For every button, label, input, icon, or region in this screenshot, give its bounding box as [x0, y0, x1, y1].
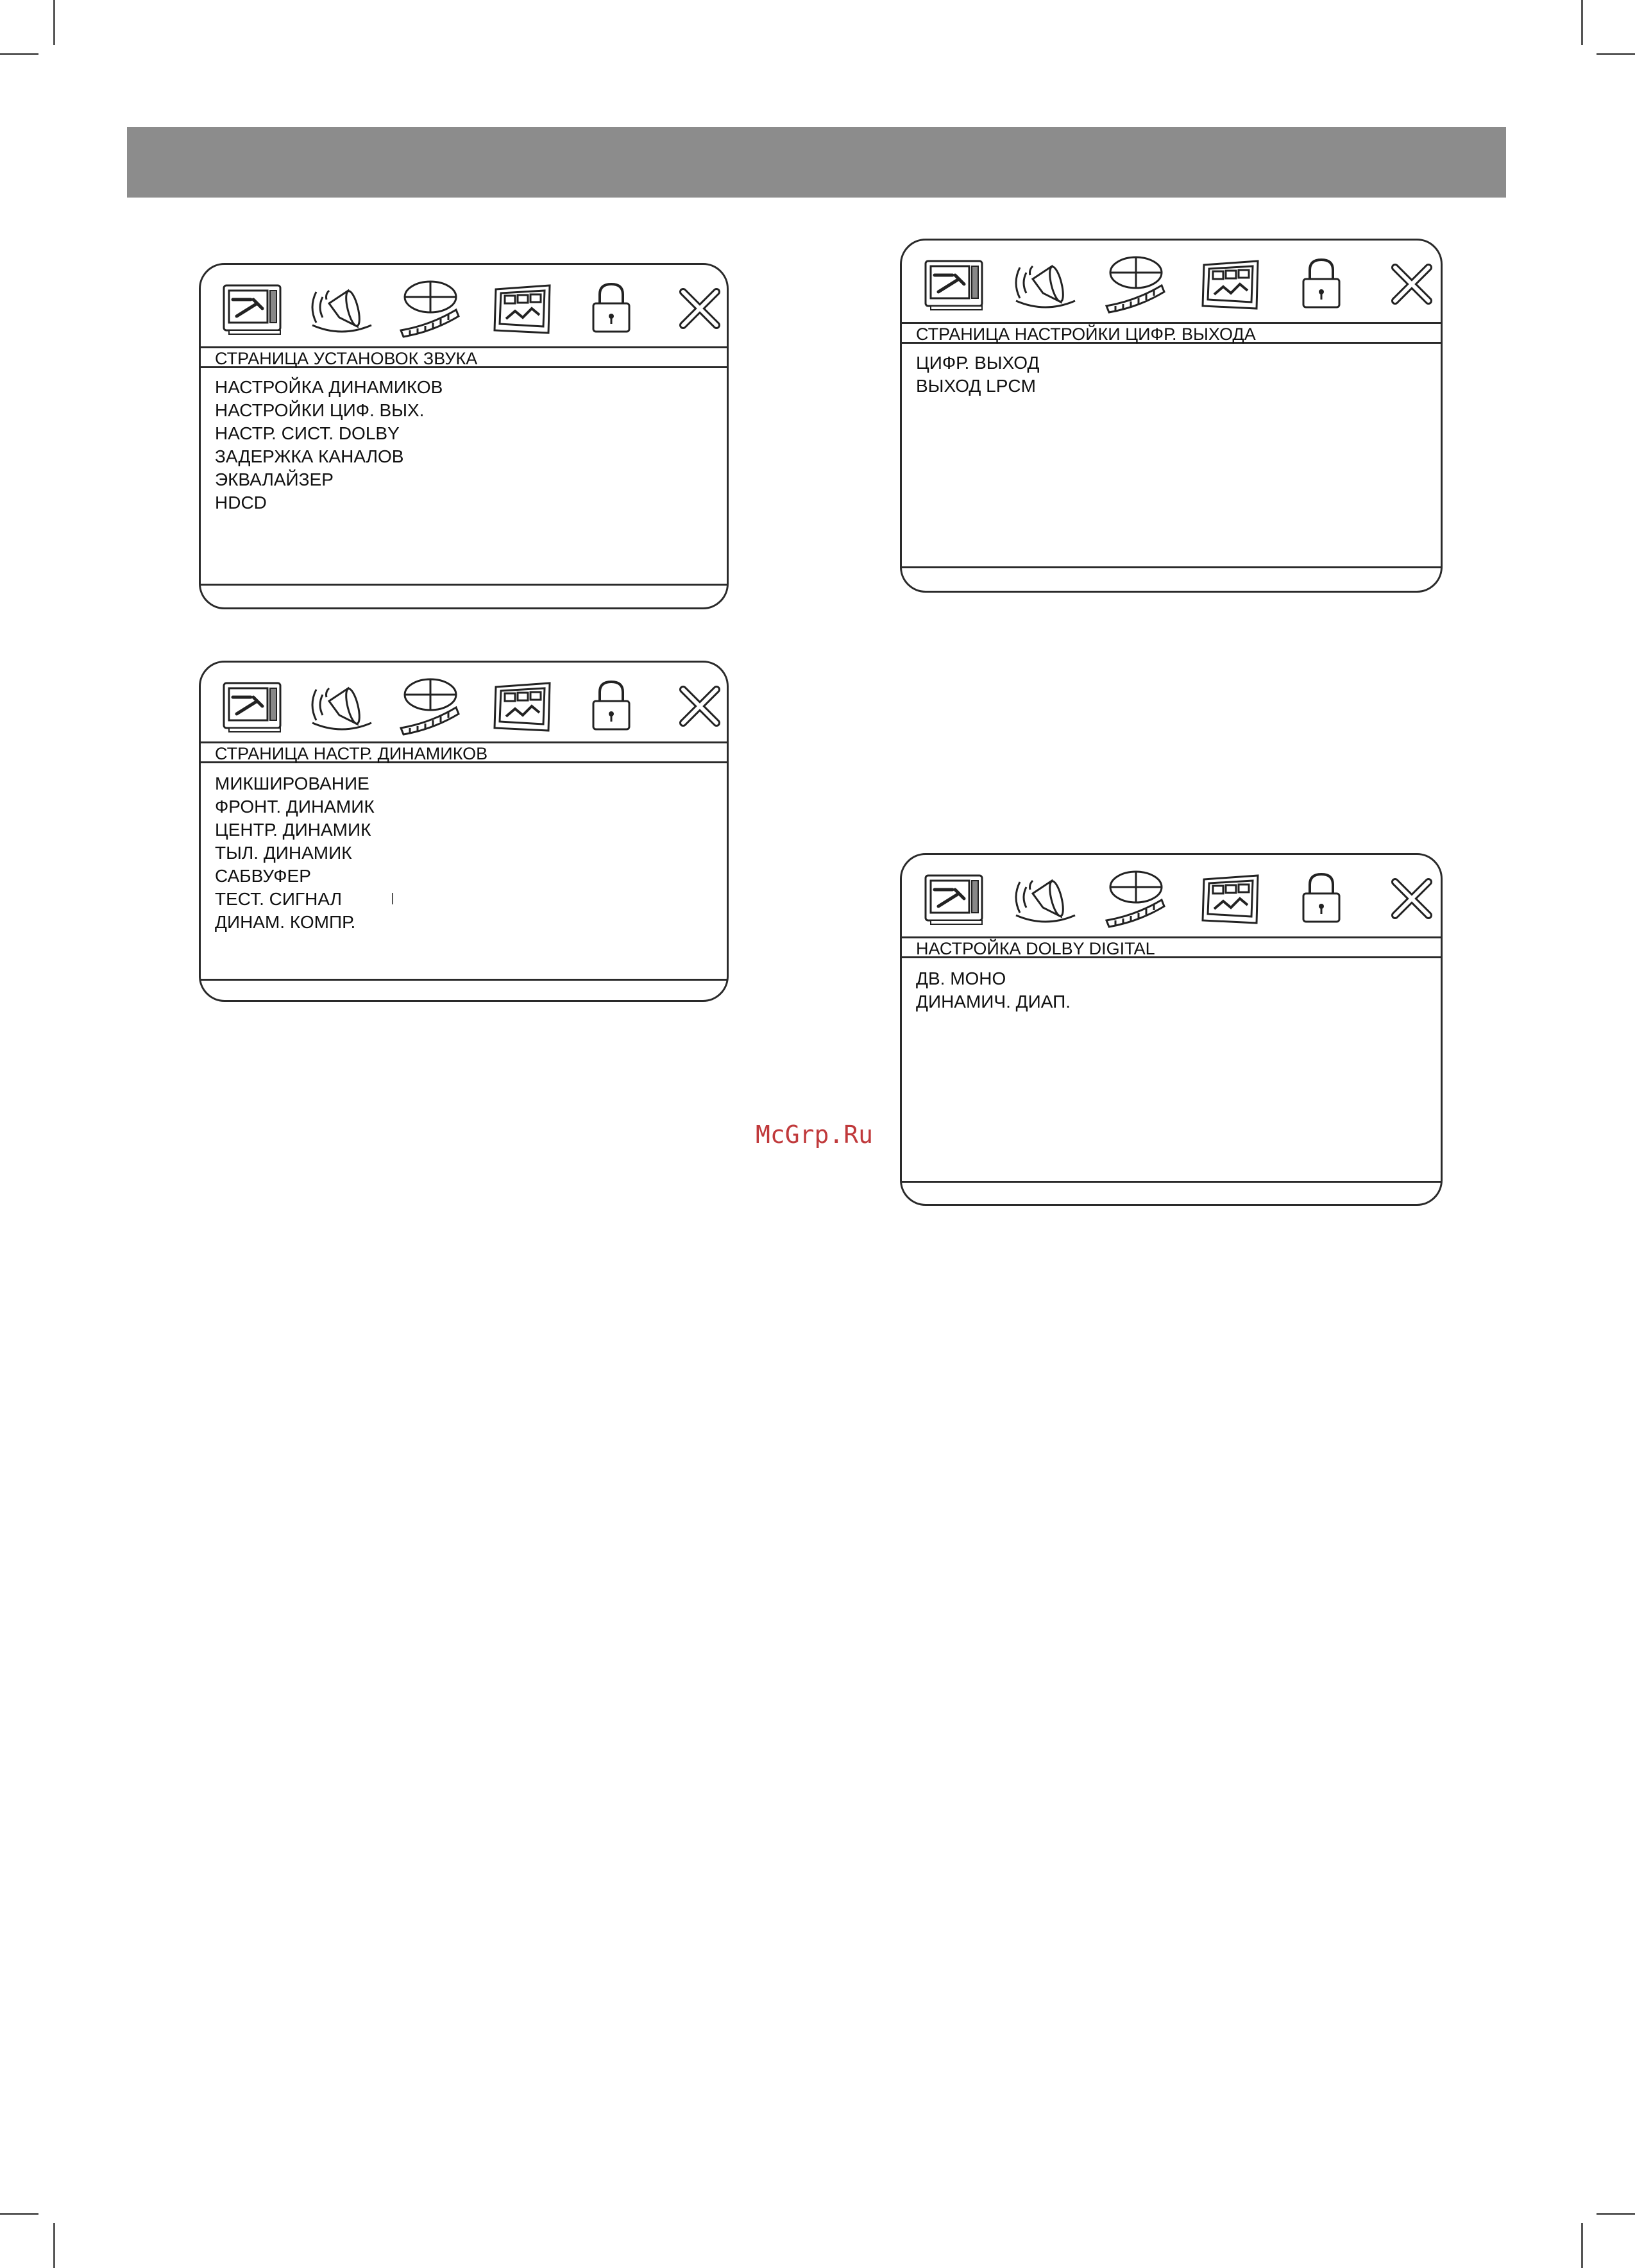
- lock-icon[interactable]: [573, 271, 650, 342]
- menu-item-channel-delay[interactable]: ЗАДЕРЖКА КАНАЛОВ: [215, 446, 404, 466]
- panel-title: СТРАНИЦА НАСТРОЙКИ ЦИФР. ВЫХОДА: [916, 325, 1256, 344]
- speaker-audio-icon[interactable]: [303, 669, 380, 740]
- menu-item-dynamic-compression[interactable]: ДИНАМ. КОМПР.: [215, 912, 356, 932]
- menu-list: [916, 967, 1071, 1013]
- menu-list: [916, 351, 1039, 398]
- menu-item-dual-mono[interactable]: ДВ. МОНО: [916, 969, 1006, 988]
- close-icon[interactable]: [661, 669, 738, 740]
- menu-item-test-tone[interactable]: ТЕСТ. СИГНАЛ: [215, 889, 343, 909]
- crop-mark: [1581, 2223, 1583, 2268]
- crop-mark: [53, 2223, 55, 2268]
- value-cursor: [392, 893, 393, 904]
- panel-title-row: [201, 741, 727, 763]
- tv-setup-icon[interactable]: [917, 861, 994, 932]
- disc-video-icon[interactable]: [392, 271, 469, 342]
- menu-item-equalizer[interactable]: ЭКВАЛАЙЗЕР: [215, 470, 334, 489]
- menu-item-dynamic-range[interactable]: ДИНАМИЧ. ДИАП.: [916, 992, 1071, 1011]
- menu-item-subwoofer[interactable]: САБВУФЕР: [215, 866, 311, 886]
- menu-item-lpcm-output[interactable]: ВЫХОД LPCM: [916, 376, 1036, 396]
- tv-setup-icon[interactable]: [215, 669, 292, 740]
- preference-screen-icon[interactable]: [483, 669, 560, 740]
- panel-title-row: [201, 346, 727, 368]
- menu-list: [215, 772, 375, 934]
- crop-mark: [1581, 0, 1583, 45]
- close-icon[interactable]: [1373, 861, 1450, 932]
- tv-setup-icon[interactable]: [215, 271, 292, 342]
- panel-footer-line: [902, 1181, 1441, 1183]
- osd-toolbar: [201, 265, 727, 342]
- crop-mark: [1597, 2213, 1635, 2215]
- panel-footer-line: [902, 566, 1441, 568]
- lock-icon[interactable]: [1283, 247, 1360, 317]
- close-icon[interactable]: [661, 271, 738, 342]
- crop-mark: [0, 2213, 38, 2215]
- menu-item-center-speaker[interactable]: ЦЕНТР. ДИНАМИК: [215, 820, 371, 840]
- panel-title: СТРАНИЦА УСТАНОВОК ЗВУКА: [215, 349, 478, 368]
- panel-footer-line: [201, 979, 727, 981]
- panel-title-row: [902, 936, 1441, 958]
- osd-panel-dolby-digital: [900, 853, 1443, 1206]
- menu-item-rear-speaker[interactable]: ТЫЛ. ДИНАМИК: [215, 843, 352, 863]
- crop-mark: [1597, 53, 1635, 55]
- menu-item-digital-out[interactable]: НАСТРОЙКИ ЦИФ. ВЫХ.: [215, 400, 425, 420]
- disc-video-icon[interactable]: [392, 669, 469, 740]
- disc-video-icon[interactable]: [1097, 861, 1174, 932]
- speaker-audio-icon[interactable]: [1007, 861, 1084, 932]
- menu-item-speaker-setup[interactable]: НАСТРОЙКА ДИНАМИКОВ: [215, 377, 443, 397]
- close-icon[interactable]: [1373, 247, 1450, 317]
- panel-footer-line: [201, 584, 727, 586]
- panel-title: СТРАНИЦА НАСТР. ДИНАМИКОВ: [215, 744, 488, 763]
- speaker-audio-icon[interactable]: [1007, 247, 1084, 317]
- menu-item-dolby-setup[interactable]: НАСТР. СИСТ. DOLBY: [215, 423, 400, 443]
- menu-item-front-speaker[interactable]: ФРОНТ. ДИНАМИК: [215, 797, 375, 817]
- menu-list: [215, 376, 443, 514]
- osd-toolbar: [902, 855, 1441, 932]
- watermark-text: McGrp.Ru: [756, 1121, 874, 1149]
- panel-title-row: [902, 322, 1441, 344]
- menu-item-spdif-output[interactable]: ЦИФР. ВЫХОД: [916, 353, 1040, 373]
- speaker-audio-icon[interactable]: [303, 271, 380, 342]
- lock-icon[interactable]: [1283, 861, 1360, 932]
- menu-item-downmix[interactable]: МИКШИРОВАНИЕ: [215, 774, 369, 793]
- panel-title: НАСТРОЙКА DOLBY DIGITAL: [916, 939, 1155, 958]
- preference-screen-icon[interactable]: [483, 271, 560, 342]
- preference-screen-icon[interactable]: [1191, 247, 1268, 317]
- tv-setup-icon[interactable]: [917, 247, 994, 317]
- crop-mark: [0, 53, 38, 55]
- osd-panel-digital-out: [900, 239, 1443, 593]
- lock-icon[interactable]: [573, 669, 650, 740]
- osd-toolbar: [902, 241, 1441, 317]
- osd-panel-speaker-setup: [199, 661, 729, 1002]
- crop-mark: [53, 0, 55, 45]
- disc-video-icon[interactable]: [1097, 247, 1174, 317]
- osd-toolbar: [201, 663, 727, 740]
- preference-screen-icon[interactable]: [1191, 861, 1268, 932]
- menu-item-hdcd[interactable]: HDCD: [215, 493, 267, 512]
- page-header-bar: [127, 127, 1506, 198]
- osd-panel-audio-setup: [199, 263, 729, 609]
